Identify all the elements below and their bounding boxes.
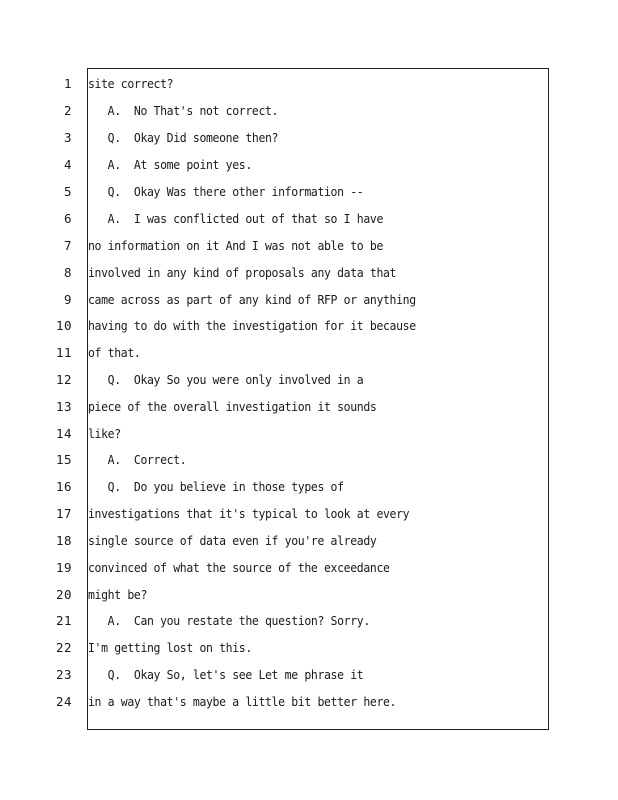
line-text: might be?: [88, 587, 148, 602]
line-text: no information on it And I was not able to be: [88, 238, 384, 253]
line-number: 17: [55, 506, 72, 521]
line-number: 3: [63, 130, 72, 145]
line-number: 12: [55, 372, 72, 387]
line-number: 5: [63, 184, 72, 199]
transcript-line: [0, 692, 618, 712]
transcript-line: [0, 209, 618, 229]
transcript-line: [0, 504, 618, 524]
line-text: A. Can you restate the question? Sorry.: [88, 613, 370, 628]
line-number: 9: [63, 292, 72, 307]
line-text: in a way that's maybe a little bit better here.: [88, 694, 397, 709]
line-text: like?: [88, 426, 121, 441]
transcript-line: [0, 424, 618, 444]
transcript-line: [0, 638, 618, 658]
line-number: 2: [63, 103, 72, 118]
line-number: 22: [55, 640, 72, 655]
line-text: A. No That's not correct.: [88, 103, 279, 118]
transcript-line: [0, 397, 618, 417]
transcript-line: [0, 155, 618, 175]
transcript-line: [0, 665, 618, 685]
line-number: 20: [55, 587, 72, 602]
line-number: 11: [55, 345, 72, 360]
line-number: 21: [55, 613, 72, 628]
transcript-line: [0, 128, 618, 148]
transcript-line: [0, 585, 618, 605]
line-text: Q. Okay So you were only involved in a: [88, 372, 364, 387]
line-text: Q. Okay Was there other information --: [88, 184, 364, 199]
line-text: of that.: [88, 345, 141, 360]
transcript-line: [0, 370, 618, 390]
line-number: 1: [63, 76, 72, 91]
transcript-line: [0, 182, 618, 202]
transcript-line: [0, 316, 618, 336]
transcript-line: [0, 531, 618, 551]
line-number: 18: [55, 533, 72, 548]
line-number: 8: [63, 265, 72, 280]
transcript-line: [0, 343, 618, 363]
line-text: site correct?: [88, 76, 174, 91]
line-text: came across as part of any kind of RFP or anything: [88, 292, 416, 307]
transcript-line: [0, 450, 618, 470]
line-number: 15: [55, 452, 72, 467]
line-number: 6: [63, 211, 72, 226]
line-text: Q. Do you believe in those types of: [88, 479, 344, 494]
line-number: 14: [55, 426, 72, 441]
line-text: Q. Okay Did someone then?: [88, 130, 279, 145]
line-text: A. I was conflicted out of that so I have: [88, 211, 384, 226]
line-text: involved in any kind of proposals any data that: [88, 265, 397, 280]
transcript-line: [0, 477, 618, 497]
transcript-line: [0, 74, 618, 94]
line-number: 23: [55, 667, 72, 682]
line-text: convinced of what the source of the exceedance: [88, 560, 390, 575]
transcript-line: [0, 558, 618, 578]
line-number: 19: [55, 560, 72, 575]
transcript-line: [0, 101, 618, 121]
line-number: 24: [55, 694, 72, 709]
transcript-line: [0, 263, 618, 283]
line-text: single source of data even if you're already: [88, 533, 377, 548]
line-text: investigations that it's typical to look at every: [88, 506, 410, 521]
transcript-line: [0, 290, 618, 310]
transcript-line: [0, 611, 618, 631]
line-text: Q. Okay So, let's see Let me phrase it: [88, 667, 364, 682]
line-number: 7: [63, 238, 72, 253]
line-number: 10: [55, 318, 72, 333]
line-number: 13: [55, 399, 72, 414]
line-text: having to do with the investigation for it because: [88, 318, 416, 333]
line-number: 16: [55, 479, 72, 494]
line-text: I'm getting lost on this.: [88, 640, 252, 655]
transcript-line: [0, 236, 618, 256]
line-text: A. At some point yes.: [88, 157, 252, 172]
line-text: piece of the overall investigation it sounds: [88, 399, 377, 414]
line-number: 4: [63, 157, 72, 172]
line-text: A. Correct.: [88, 452, 187, 467]
